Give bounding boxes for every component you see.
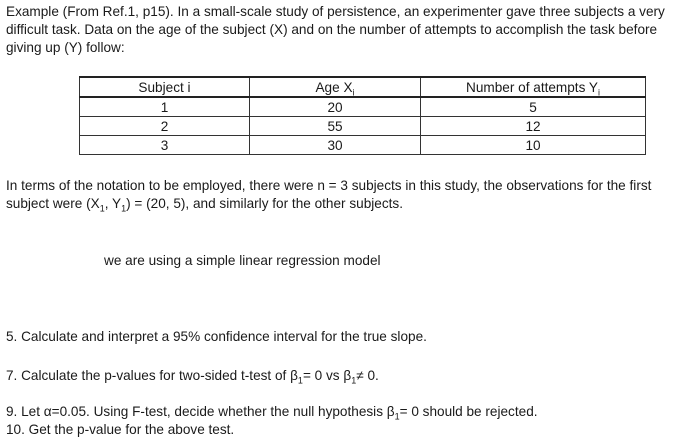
cell-subject: 2 [80, 117, 250, 136]
question-5: 5. Calculate and interpret a 95% confidence interval for the true slope. [6, 329, 427, 344]
intro-paragraph [6, 3, 696, 57]
intro-line-1: Example (From Ref.1, p15). In a small-scale study of persistence, an experimenter gave three subjects a very [6, 4, 665, 19]
intro-line-2: difficult task. Data on the age of the subject (X) and on the number of attempts to accomplish the task before [6, 22, 658, 37]
question-9: 9. Let α=0.05. Using F-test, decide whether the null hypothesis $\beta_1= 0$ should be rejected. [6, 404, 538, 422]
question-7: 7. Calculate the p-values for two-sided t-test of $\beta_1= 0$ vs $\beta_1\ne 0$. [6, 368, 379, 386]
cell-age: 20 [250, 97, 421, 117]
cell-attempts: 10 [421, 136, 646, 155]
table-row [80, 117, 646, 136]
question-10: 10. Get the p-value for the above test. [6, 422, 235, 437]
notation-line-2: subject were ($X_1$, $Y_1) = (20$, 5), and similarly for the other subjects. [6, 196, 403, 214]
table-header-row [80, 77, 646, 97]
model-note: we are using a simple linear regression model [104, 253, 381, 268]
intro-line-3: giving up (Y) follow: [6, 40, 125, 55]
cell-age: 55 [250, 117, 421, 136]
table-row [80, 97, 646, 117]
subject-data-table [79, 76, 646, 155]
cell-age: 30 [250, 136, 421, 155]
cell-subject: 3 [80, 136, 250, 155]
document-page [6, 3, 696, 57]
header-subject: Subject i [80, 77, 250, 97]
notation-line-1: In terms of the notation to be employed, there were n = 3 subjects in this study, the observations for the first [6, 178, 652, 193]
cell-attempts: 12 [421, 117, 646, 136]
header-attempts: Number of attempts $Y_i$ [421, 77, 646, 97]
header-age: Age $X_i$ [250, 77, 421, 97]
cell-subject: 1 [80, 97, 250, 117]
table-row [80, 136, 646, 155]
cell-attempts: 5 [421, 97, 646, 117]
